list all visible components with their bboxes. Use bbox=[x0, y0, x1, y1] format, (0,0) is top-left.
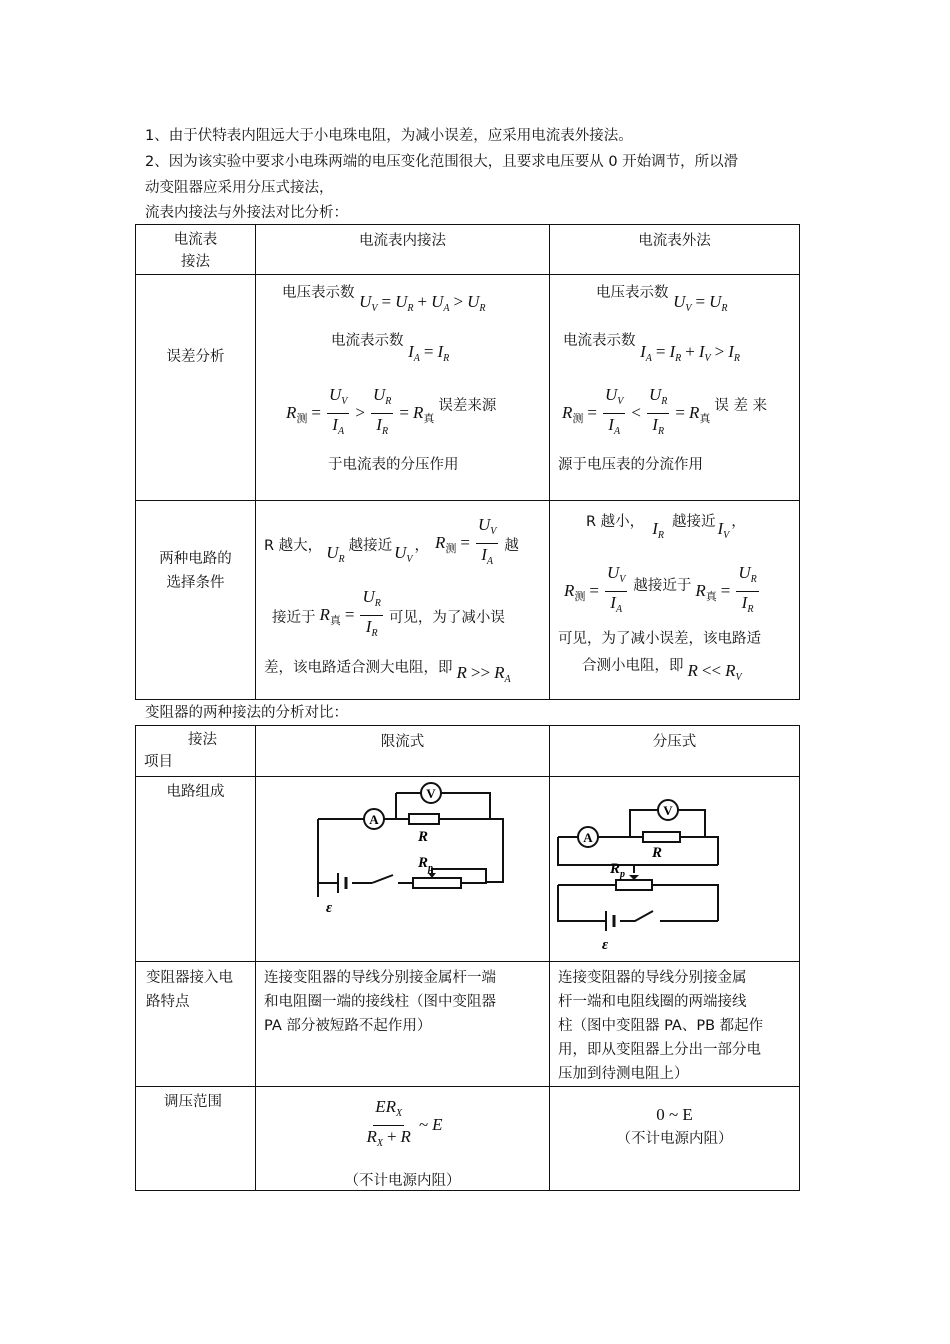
header-current-limiting: 限流式 bbox=[380, 734, 425, 750]
divider-range-cell bbox=[550, 1087, 800, 1191]
rheostat-label: $R_p$ bbox=[610, 861, 626, 880]
resistor-icon bbox=[409, 814, 439, 824]
limiting-range-note: （不计电源内阻） bbox=[344, 1173, 461, 1189]
voltage-reading-label: 电压表示数 bbox=[596, 285, 669, 301]
outer-sel-text-6: 合测小电阻，即 bbox=[582, 657, 684, 674]
header-label-connection: 接法 bbox=[188, 732, 217, 748]
row-error-analysis-label-cell bbox=[136, 275, 256, 501]
row-circuit-label-cell bbox=[136, 777, 256, 962]
table1-header-corner bbox=[136, 225, 256, 275]
divider-feature-line: 用，即从变阻器上分出一部分电 bbox=[558, 1042, 761, 1058]
row-label-selection-1: 两种电路的 bbox=[159, 551, 232, 567]
outer-sel-text-3: ， bbox=[731, 513, 746, 530]
inner-sel-text-4: 越 bbox=[504, 537, 519, 554]
ammeter-connection-table bbox=[135, 224, 800, 700]
outer-error-source-2: 源于电压表的分流作用 bbox=[558, 457, 703, 473]
table2-caption: 变阻器的两种接法的分析对比： bbox=[145, 705, 348, 721]
inner-current-formula: $I_A = I_R$ bbox=[408, 342, 450, 364]
inner-sel-text-5: 接近于 bbox=[272, 609, 316, 626]
header-inner-connection: 电流表内接法 bbox=[359, 233, 446, 249]
limiting-feature-line: PA 部分被短路不起作用） bbox=[264, 1018, 432, 1034]
limiting-feature-line: 和电阻圈一端的接线柱（图中变阻器 bbox=[264, 994, 496, 1010]
rheostat-icon bbox=[413, 878, 461, 888]
limiting-range-cell bbox=[256, 1087, 550, 1191]
row-label-selection-2: 选择条件 bbox=[166, 575, 225, 591]
outer-sel-text-5: 可见，为了减小误差，该电路适 bbox=[558, 631, 761, 647]
rheostat-connection-table bbox=[135, 725, 800, 1191]
divider-feature-line: 杆一端和电阻线圈的两端接线 bbox=[558, 994, 747, 1010]
outer-sel-text-4: 越接近于 bbox=[633, 577, 692, 594]
divider-range-formula: 0 ~ E bbox=[656, 1105, 693, 1124]
limiting-feature-text bbox=[256, 962, 549, 1038]
divider-range-note: （不计电源内阻） bbox=[616, 1131, 733, 1147]
ammeter-label: A bbox=[583, 830, 593, 845]
inner-error-analysis-cell bbox=[256, 275, 550, 501]
voltage-divider-circuit-diagram bbox=[550, 777, 798, 957]
row-label-range: 调压范围 bbox=[164, 1094, 222, 1110]
rheostat-label: $R_p$ bbox=[418, 855, 434, 874]
inner-selection-cell: R 越大， $U_R$ 越接近 $U_V$ ， $R_测$ = $\frac{U_V}{I_A}$ 越 接近于 $R_真$ = $\frac{U_R}{I_R}$ 可见，为了减小误 差，该电路适合测大电阻，即 $R >> R_A$ bbox=[256, 501, 550, 700]
current-limiting-circuit-diagram bbox=[256, 777, 548, 957]
inner-sel-text-6: 可见，为了减小误 bbox=[388, 609, 505, 626]
outer-error-analysis-cell bbox=[550, 275, 800, 501]
limiting-feature-line: 连接变阻器的导线分别接金属杆一端 bbox=[264, 970, 496, 986]
table1-caption: 流表内接法与外接法对比分析： bbox=[145, 205, 348, 221]
outer-sel-text-1: R 越小， bbox=[586, 513, 645, 530]
inner-resistance-formula: $R_测$ = $\frac{U_V}{I_A}$ > $\frac{U_R}{I_R}$ = $R_真$ bbox=[286, 385, 435, 437]
inner-sel-text-1: R 越大， bbox=[264, 537, 323, 554]
row-label-error-analysis: 误差分析 bbox=[166, 349, 225, 365]
inner-large-resistance-condition: $R >> R_A$ bbox=[456, 663, 511, 685]
resistor-label: R bbox=[418, 829, 429, 845]
header-label-item: 项目 bbox=[144, 754, 173, 770]
row-label-feature-2: 路特点 bbox=[146, 994, 190, 1010]
divider-circuit-cell bbox=[550, 777, 800, 962]
current-reading-label: 电流表示数 bbox=[331, 333, 404, 349]
divider-feature-line: 柱（图中变阻器 PA、PB 都起作 bbox=[558, 1018, 764, 1034]
table2-header-limiting bbox=[256, 726, 550, 777]
outer-error-source-1: 误 差 来 bbox=[714, 397, 768, 414]
header-label-connection: 接法 bbox=[181, 254, 210, 270]
table2-header-divider bbox=[550, 726, 800, 777]
ammeter-label: A bbox=[369, 812, 379, 827]
inner-error-source-2: 于电流表的分压作用 bbox=[328, 457, 459, 473]
divider-feature-text bbox=[550, 962, 799, 1086]
rheostat-icon bbox=[616, 880, 652, 890]
row-label-circuit: 电路组成 bbox=[166, 784, 225, 800]
table2-header-corner bbox=[136, 726, 256, 777]
outer-small-resistance-condition: $R << R_V$ bbox=[687, 661, 742, 683]
outer-voltage-formula: $U_V = U_R$ bbox=[673, 292, 728, 314]
row-feature-label-cell bbox=[136, 962, 256, 1087]
header-voltage-divider: 分压式 bbox=[652, 734, 697, 750]
limiting-feature-cell bbox=[256, 962, 550, 1087]
inner-sel-text-7: 差，该电路适合测大电阻，即 bbox=[264, 659, 453, 676]
voltmeter-label: V bbox=[426, 786, 436, 801]
header-label-ammeter: 电流表 bbox=[173, 232, 218, 248]
divider-feature-line: 压加到待测电阻上） bbox=[558, 1066, 689, 1082]
limiting-range-formula: $\frac{ER_X}{R_X + R}$ ~ E bbox=[366, 1097, 443, 1149]
outer-selection-cell: R 越小， $I_R$ 越接近 $I_V$ ， $R_测$ = $\frac{U_V}{I_A}$ 越接近于 $R_真$ = $\frac{U_R}{I_R}$ 可见，为了减小误差，该电路适 合测小电阻，即 $R << R_V$ bbox=[550, 501, 800, 700]
outer-current-formula: $I_A = I_R + I_V > I_R$ bbox=[640, 342, 741, 364]
outer-resistance-formula: $R_测$ = $\frac{U_V}{I_A}$ < $\frac{U_R}{I_R}$ = $R_真$ bbox=[562, 385, 711, 437]
limiting-circuit-cell bbox=[256, 777, 550, 962]
intro-line-1: 1、由于伏特表内阻远大于小电珠电阻，为减小误差，应采用电流表外接法。 bbox=[145, 128, 633, 144]
resistor-label: R bbox=[652, 845, 663, 861]
divider-feature-line: 连接变阻器的导线分别接金属 bbox=[558, 970, 747, 986]
row-selection-label-cell bbox=[136, 501, 256, 700]
table1-header-inner bbox=[256, 225, 550, 275]
row-label-feature-1: 变阻器接入电 bbox=[146, 970, 233, 986]
divider-feature-cell bbox=[550, 962, 800, 1087]
outer-sel-text-2: 越接近 bbox=[671, 513, 716, 530]
table1-header-outer bbox=[550, 225, 800, 275]
intro-line-3: 动变阻器应采用分压式接法， bbox=[145, 180, 334, 196]
intro-line-2: 2、因为该实验中要求小电珠两端的电压变化范围很大，且要求电压要从 0 开始调节，所以滑 bbox=[145, 154, 739, 170]
resistor-icon bbox=[643, 832, 680, 842]
inner-voltage-formula: $U_V = U_R + U_A > U_R$ bbox=[359, 292, 486, 314]
header-outer-connection: 电流表外法 bbox=[638, 233, 711, 249]
emf-label: ε bbox=[602, 937, 609, 953]
voltage-reading-label: 电压表示数 bbox=[282, 285, 355, 301]
inner-sel-text-2: 越接近 bbox=[348, 537, 393, 554]
voltmeter-label: V bbox=[663, 803, 673, 818]
inner-sel-text-3: ， bbox=[414, 537, 429, 554]
row-range-label-cell bbox=[136, 1087, 256, 1191]
current-reading-label: 电流表示数 bbox=[563, 333, 636, 349]
inner-error-source-1: 误差来源 bbox=[438, 397, 497, 414]
emf-label: ε bbox=[326, 900, 333, 916]
